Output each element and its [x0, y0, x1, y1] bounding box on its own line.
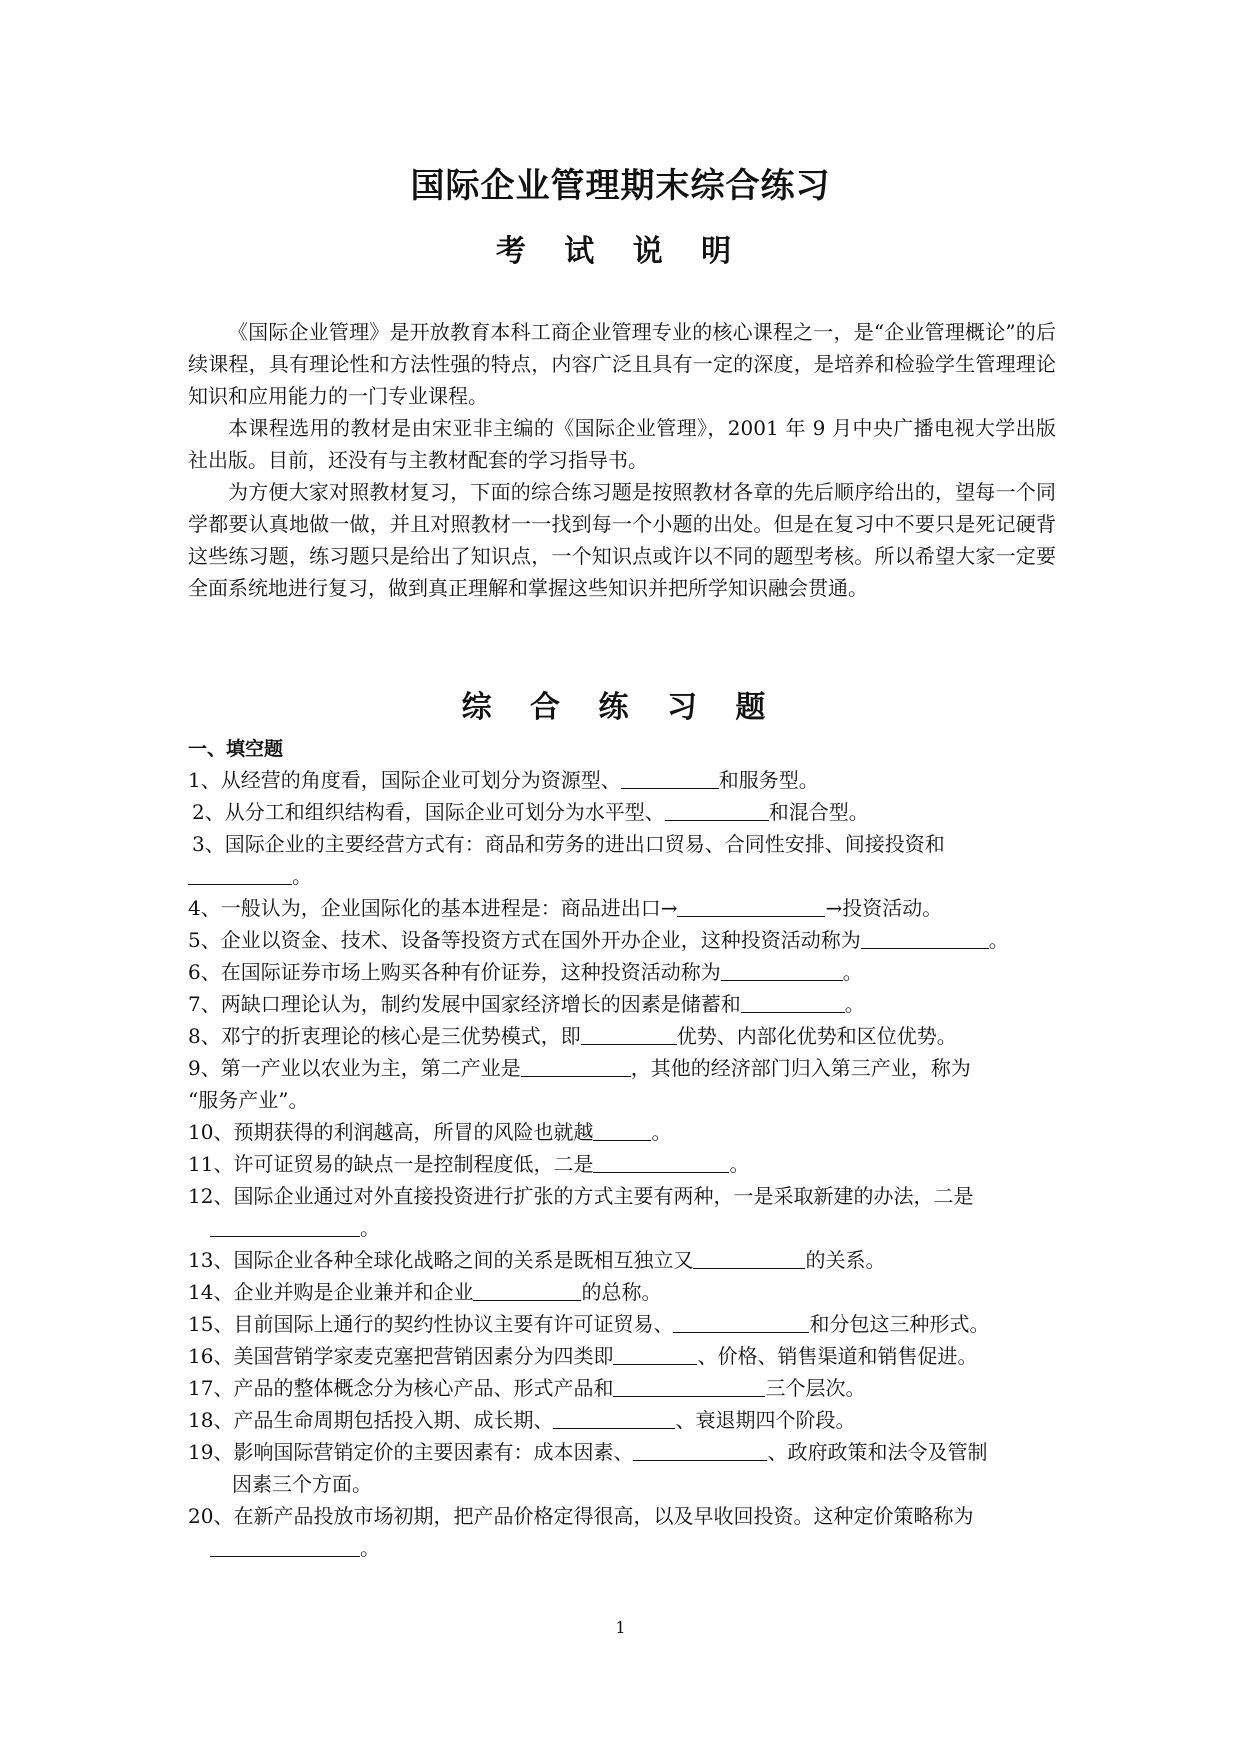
answer-blank	[621, 766, 719, 789]
question-continuation: 。	[188, 1212, 1068, 1244]
answer-blank	[473, 1278, 581, 1301]
main-title: 国际企业管理期末综合练习	[410, 166, 831, 206]
question-item: 18、产品生命周期包括投入期、成长期、 、衰退期四个阶段。	[188, 1408, 856, 1432]
fill-in-question-list	[188, 764, 1068, 1564]
answer-blank	[633, 1438, 767, 1461]
question-continuation: 。	[188, 1532, 1068, 1564]
question-type-heading: 一、填空题	[188, 738, 284, 760]
question-item: 4、一般认为，企业国际化的基本进程是：商品进出口→ →投资活动。	[188, 896, 943, 920]
answer-blank	[677, 894, 825, 917]
question-item: 8、邓宁的折衷理论的核心是三优势模式，即 优势、内部化优势和区位优势。	[188, 1024, 957, 1048]
answer-blank	[581, 1022, 677, 1045]
question-item: 12、国际企业通过对外直接投资进行扩张的方式主要有两种，一是采取新建的办法，二是	[188, 1184, 974, 1208]
question-item: 5、企业以资金、技术、设备等投资方式在国外开办企业，这种投资活动称为 。	[188, 928, 1009, 952]
question-item: 3、国际企业的主要经营方式有：商品和劳务的进出口贸易、合同性安排、间接投资和	[192, 832, 945, 856]
question-item: 9、第一产业以农业为主，第二产业是 ，其他的经济部门归入第三产业，称为	[188, 1056, 971, 1080]
question-item: 20、在新产品投放市场初期，把产品价格定得很高，以及早收回投资。这种定价策略称为	[188, 1504, 974, 1528]
exam-instructions-heading: 考 试 说 明	[495, 234, 746, 269]
question-item: 2、从分工和组织结构看，国际企业可划分为水平型、 和混合型。	[192, 800, 869, 824]
question-item: 11、许可证贸易的缺点一是控制程度低，二是 。	[188, 1152, 750, 1176]
question-item: 1、从经营的角度看，国际企业可划分为资源型、 和服务型。	[188, 768, 819, 792]
question-item: 15、目前国际上通行的契约性协议主要有许可证贸易、 和分包这三种形式。	[188, 1312, 990, 1336]
exercise-section-heading: 综 合 练 习 题	[461, 690, 780, 725]
question-item: 17、产品的整体概念分为核心产品、形式产品和 三个层次。	[188, 1376, 866, 1400]
answer-blank	[861, 926, 989, 949]
page-number: 1	[615, 1618, 626, 1637]
answer-blank	[741, 990, 845, 1013]
intro-text	[188, 316, 1056, 604]
question-item: 7、两缺口理论认为，制约发展中国家经济增长的因素是储蓄和 。	[188, 992, 865, 1016]
answer-blank	[721, 958, 843, 981]
question-item: 6、在国际证券市场上购买各种有价证券，这种投资活动称为 。	[188, 960, 863, 984]
question-item: 14、企业并购是企业兼并和企业 的总称。	[188, 1280, 662, 1304]
intro-paragraph: 本课程选用的教材是由宋亚非主编的《国际企业管理》，2001 年 9 月中央广播电视大学出版社出版。目前，还没有与主教材配套的学习指导书。	[188, 416, 1056, 472]
intro-paragraph: 为方便大家对照教材复习，下面的综合练习题是按照教材各章的先后顺序给出的，望每一个同学都要认真地做一做，并且对照教材一一找到每一个小题的出处。但是在复习中不要只是死记硬背这些练习题，练习题只是给出了知识点，一个知识点或许以不同的题型考核。所以希望大家一定要全面系统地进行复习，做到真正理解和掌握这些知识并把所学知识融会贯通。	[188, 480, 1056, 600]
answer-blank	[613, 1342, 697, 1365]
answer-blank	[521, 1054, 631, 1077]
answer-blank	[593, 1118, 651, 1141]
answer-blank	[210, 1214, 360, 1237]
question-continuation: 。	[188, 860, 1068, 892]
answer-blank	[188, 862, 292, 885]
question-item: 13、国际企业各种全球化战略之间的关系是既相互独立又 的关系。	[188, 1248, 886, 1272]
question-item: 16、美国营销学家麦克塞把营销因素分为四类即 、价格、销售渠道和销售促进。	[188, 1344, 978, 1368]
question-continuation: 因素三个方面。	[232, 1472, 372, 1496]
answer-blank	[693, 1246, 805, 1269]
question-item: 10、预期获得的利润越高，所冒的风险也就越 。	[188, 1120, 672, 1144]
answer-blank	[210, 1534, 360, 1557]
answer-blank	[665, 798, 769, 821]
answer-blank	[613, 1374, 765, 1397]
question-item: 19、影响国际营销定价的主要因素有：成本因素、 、政府政策和法令及管制	[188, 1440, 988, 1464]
answer-blank	[673, 1310, 809, 1333]
intro-paragraph: 《国际企业管理》是开放教育本科工商企业管理专业的核心课程之一，是“企业管理概论”的后续课程，具有理论性和方法性强的特点，内容广泛且具有一定的深度，是培养和检验学生管理理论知识和应用能力的一门专业课程。	[188, 320, 1056, 408]
answer-blank	[593, 1150, 729, 1173]
answer-blank	[553, 1406, 675, 1429]
question-continuation: “服务产业”。	[188, 1088, 309, 1112]
